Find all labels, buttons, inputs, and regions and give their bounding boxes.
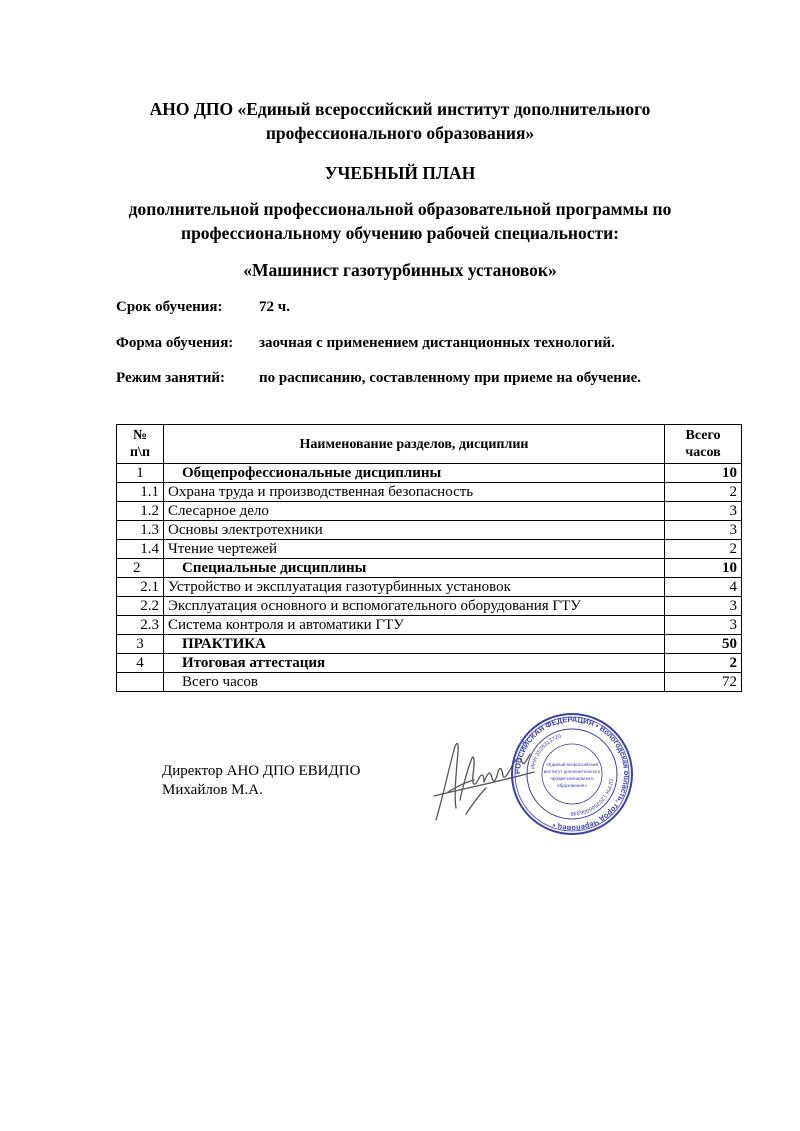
- row-number: 1.4: [117, 540, 164, 559]
- row-hours: 10: [665, 464, 742, 483]
- table-row: [117, 673, 742, 692]
- organization-name: [100, 97, 700, 145]
- table-row: [117, 464, 742, 483]
- row-number: 3: [117, 635, 164, 654]
- row-hours: 3: [665, 597, 742, 616]
- table-row: [117, 483, 742, 502]
- table-row: [117, 559, 742, 578]
- stamp-center-line1: «Единый всероссийский: [545, 762, 599, 767]
- row-name: Общепрофессиональные дисциплины: [164, 464, 665, 483]
- row-number: [117, 673, 164, 692]
- table-row: [117, 578, 742, 597]
- header-name: Наименование разделов, дисциплин: [164, 425, 665, 464]
- stamp-ogrn: ОГРН 1203500006346: [570, 778, 614, 817]
- table-row: [117, 635, 742, 654]
- table-row: [117, 540, 742, 559]
- signatory-name: Михайлов М.А.: [162, 782, 263, 798]
- row-hours: 2: [665, 654, 742, 673]
- row-hours: 10: [665, 559, 742, 578]
- row-number: 1.1: [117, 483, 164, 502]
- organization-stamp: [510, 712, 634, 836]
- stamp-center-line3: профессионального: [550, 776, 594, 781]
- row-hours: 3: [665, 521, 742, 540]
- row-number: 2: [117, 559, 164, 578]
- mode-value: по расписанию, составленному при приеме на обучение.: [259, 370, 641, 386]
- row-name: Устройство и эксплуатация газотурбинных установок: [164, 578, 665, 597]
- header-hours-line2: часов: [685, 445, 721, 460]
- row-hours: 72: [665, 673, 742, 692]
- subtitle-line2: профессиональному обучению рабочей специальности:: [180, 223, 620, 243]
- row-name: Всего часов: [164, 673, 665, 692]
- row-name: Система контроля и автоматики ГТУ: [164, 616, 665, 635]
- table-header-row: [117, 425, 742, 464]
- duration-label: Срок обучения:: [116, 299, 223, 315]
- header-hours: [665, 425, 742, 464]
- row-name: Охрана труда и производственная безопасность: [164, 483, 665, 502]
- row-number: 2.2: [117, 597, 164, 616]
- row-number: 2.3: [117, 616, 164, 635]
- row-name: Итоговая аттестация: [164, 654, 665, 673]
- row-hours: 50: [665, 635, 742, 654]
- row-number: 4: [117, 654, 164, 673]
- mode-label: Режим занятий:: [116, 370, 226, 386]
- program-name: «Машинист газотурбинных установок»: [243, 260, 557, 280]
- header-hours-line1: Всего: [685, 428, 721, 443]
- duration-value: 72 ч.: [259, 299, 290, 315]
- row-hours: 3: [665, 502, 742, 521]
- row-number: 1.3: [117, 521, 164, 540]
- table-row: [117, 521, 742, 540]
- curriculum-table: [116, 424, 742, 692]
- table-row: [117, 654, 742, 673]
- form-value: заочная с применением дистанционных технологий.: [259, 335, 615, 351]
- row-name: Основы электротехники: [164, 521, 665, 540]
- organization-name-line2: профессионального образования»: [265, 123, 535, 143]
- stamp-center-line4: образования»: [557, 783, 587, 788]
- row-name: ПРАКТИКА: [164, 635, 665, 654]
- stamp-inn: ИНН 3528313720: [530, 733, 563, 770]
- subtitle-line1: дополнительной профессиональной образовательной программы по: [128, 199, 672, 219]
- row-number: 2.1: [117, 578, 164, 597]
- table-row: [117, 597, 742, 616]
- table-row: [117, 616, 742, 635]
- form-label: Форма обучения:: [116, 335, 234, 351]
- header-number: [117, 425, 164, 464]
- signatory-block: [162, 762, 360, 800]
- row-hours: 3: [665, 616, 742, 635]
- stamp-outer-text: РОССИЙСКАЯ ФЕДЕРАЦИЯ • Вологодская область, город Череповец •: [512, 714, 632, 834]
- row-name: Эксплуатация основного и вспомогательного оборудования ГТУ: [164, 597, 665, 616]
- table-row: [117, 502, 742, 521]
- row-name: Слесарное дело: [164, 502, 665, 521]
- organization-name-line1: АНО ДПО «Единый всероссийский институт дополнительного: [149, 99, 651, 119]
- signatory-position: Директор АНО ДПО ЕВИДПО: [162, 763, 361, 779]
- stamp-center-line2: институт дополнительного: [543, 769, 601, 774]
- row-number: 1: [117, 464, 164, 483]
- row-hours: 4: [665, 578, 742, 597]
- row-hours: 2: [665, 540, 742, 559]
- document-title: УЧЕБНЫЙ ПЛАН: [324, 163, 476, 183]
- row-number: 1.2: [117, 502, 164, 521]
- header-number-line1: №: [132, 428, 148, 443]
- row-name: Специальные дисциплины: [164, 559, 665, 578]
- row-name: Чтение чертежей: [164, 540, 665, 559]
- document-subtitle: [80, 197, 720, 245]
- header-number-line2: п\п: [129, 445, 151, 460]
- row-hours: 2: [665, 483, 742, 502]
